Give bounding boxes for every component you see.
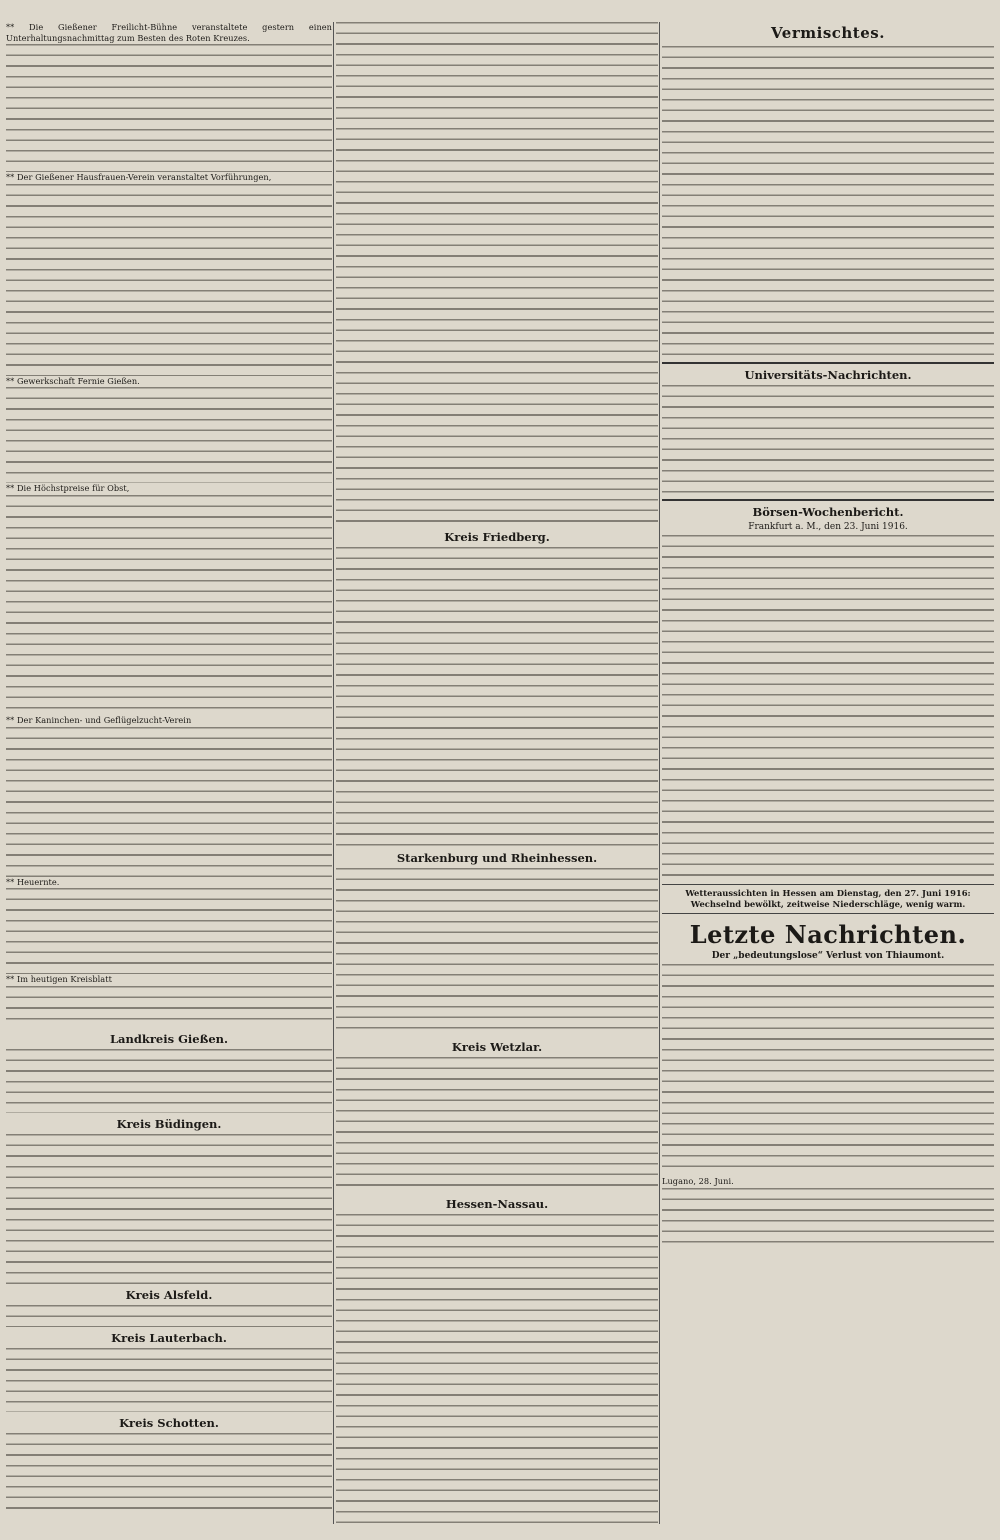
section-heading: Kreis Schotten.: [119, 1415, 219, 1430]
article-text: [6, 44, 332, 172]
section-heading: Kreis Lauterbach.: [111, 1330, 227, 1345]
article-text: [6, 986, 332, 1028]
article-text: [6, 1049, 332, 1113]
article-text: [662, 964, 994, 1176]
divider: [662, 913, 994, 914]
section-heading: Letzte Nachrichten.: [689, 920, 967, 949]
article-subheading: Der „bedeutungslose“ Verlust von Thiaumont.: [711, 951, 945, 961]
section-heading: Landkreis Gießen.: [109, 1031, 229, 1046]
article-lead: ** Der Gießener Hausfrauen-Verein veranstaltet Vorführungen,: [6, 172, 272, 183]
article-lead: ** Im heutigen Kreisblatt: [6, 974, 112, 985]
article-lead: ** Die Höchstpreise für Obst,: [6, 483, 130, 494]
section-heading: Kreis Friedberg.: [444, 530, 550, 544]
column-rule: [333, 22, 334, 1524]
divider: [662, 362, 994, 364]
article-text: [662, 1188, 994, 1248]
article-text: [662, 385, 994, 495]
article-text: [6, 495, 332, 715]
section-heading: Börsen-Wochenbericht.: [752, 505, 904, 519]
article-text: [6, 888, 332, 974]
section-heading: Hessen-Nassau.: [445, 1197, 549, 1211]
column-rule: [659, 22, 660, 1524]
article-text: [662, 535, 994, 881]
article-text: [6, 1134, 332, 1284]
article-text: [336, 868, 658, 1036]
section-heading: Universitäts-Nachrichten.: [744, 368, 912, 382]
article-lead: ** Die Gießener Freilicht-Bühne veranstaltete gestern einen Unterhaltungsnachmittag zum Besten des Roten Kreuzes.: [6, 22, 332, 43]
article-lead: Lugano, 28. Juni.: [662, 1176, 734, 1186]
section-heading: Kreis Wetzlar.: [451, 1040, 543, 1054]
article-text: [336, 1057, 658, 1193]
article-text: [336, 22, 658, 526]
article-text: [6, 727, 332, 877]
divider: [662, 884, 994, 885]
article-text: [336, 547, 658, 847]
article-text: [6, 184, 332, 376]
dateline: Frankfurt a. M., den 23. Juni 1916.: [748, 522, 908, 532]
column-left: [6, 22, 332, 1526]
weather-forecast: Wetteraussichten in Hessen am Dienstag, den 27. Juni 1916: Wechselnd bewölkt, zeitweise Niederschläge, wenig warm.: [685, 888, 971, 909]
divider: [662, 499, 994, 501]
column-right: [662, 22, 994, 1526]
article-text: [6, 1348, 332, 1412]
section-heading: Kreis Alsfeld.: [125, 1287, 213, 1302]
section-heading: Vermischtes.: [771, 24, 885, 42]
section-heading: Starkenburg und Rheinhessen.: [396, 851, 598, 865]
article-text: [336, 1214, 658, 1526]
article-text: [6, 387, 332, 483]
article-text: [662, 46, 994, 358]
article-text: [6, 1433, 332, 1513]
column-middle: [336, 22, 658, 1526]
article-lead: ** Heuernte.: [6, 876, 60, 887]
article-lead: ** Gewerkschaft Fernie Gießen.: [6, 375, 140, 386]
article-lead: ** Der Kaninchen- und Geflügelzucht-Verein: [6, 714, 192, 725]
section-heading: Kreis Büdingen.: [116, 1116, 222, 1131]
article-text: [6, 1305, 332, 1327]
